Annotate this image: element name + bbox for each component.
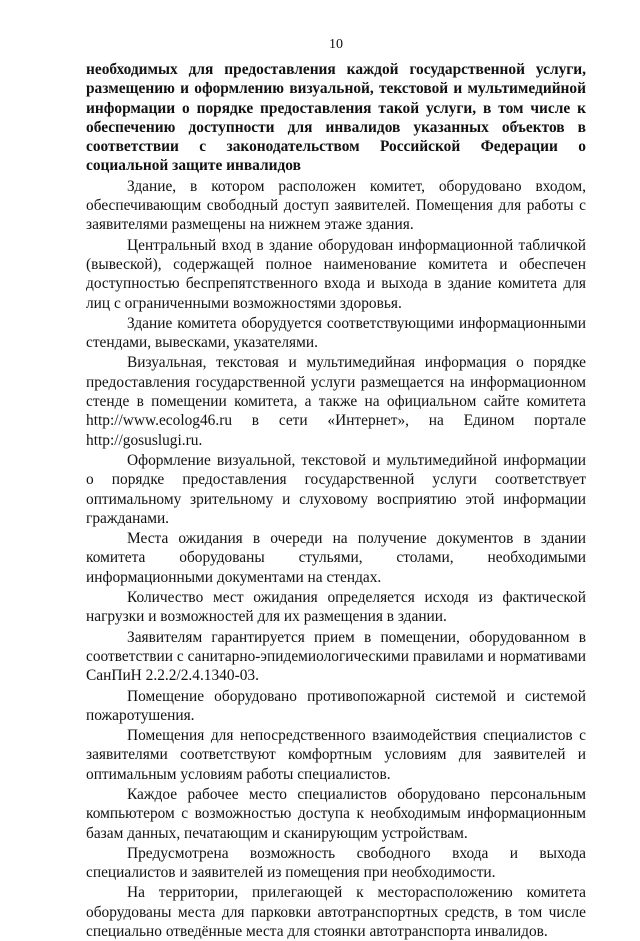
- paragraph-information-design: Оформление визуальной, текстовой и мультимедийной информации о порядке предоставления государственной услуги соответствует оптимальному зрительному и слуховому восприятию этой информации гражданами.: [86, 451, 586, 527]
- paragraph-parking: На территории, прилегающей к месторасположению комитета оборудованы места для парковки автотранспортных средств, в том числе специально отведённые места для стоянки автотранспорта инвалидов.: [86, 884, 586, 941]
- paragraph-workplaces: Каждое рабочее место специалистов оборудовано персональным компьютером с возможностью доступа к необходимым информационным базам данных, печатающим и сканирующим устройствам.: [86, 785, 586, 842]
- paragraph-exit-access: Предусмотрена возможность свободного входа и выхода специалистов и заявителей из помещения при необходимости.: [86, 844, 586, 882]
- paragraph-waiting-area: Места ожидания в очереди на получение документов в здании комитета оборудованы стульями, столами, необходимыми информационными документами на стендах.: [86, 530, 586, 586]
- paragraph-building-entrance: Здание, в котором расположен комитет, оборудовано входом, обеспечивающим свободный доступ заявителей. Помещения для работы с заявителями размещены на нижнем этаже здания.: [86, 177, 586, 234]
- section-heading: необходимых для предоставления каждой государственной услуги, размещению и оформлению визуальной, текстовой и мультимедийной информации о порядке предоставления такой услуги, в том числе к обеспечению доступности для инвалидов указанных объектов в соответствии с законодательством Российской Федерации о социальной защите инвалидов: [86, 61, 586, 175]
- paragraph-interaction-rooms: Помещения для непосредственного взаимодействия специалистов с заявителями соответствуют комфортным условиям для заявителей и оптимальным условиям работы специалистов.: [86, 727, 586, 783]
- paragraph-fire-safety: Помещение оборудовано противопожарной системой и системой пожаротушения.: [86, 687, 586, 724]
- paragraph-central-entrance: Центральный вход в здание оборудован информационной табличкой (вывеской), содержащей полное наименование комитета и обеспечен доступностью беспрепятственного входа и выхода в здание комитета для лиц с ограниченными возможностями здоровья.: [86, 236, 586, 312]
- paragraph-seat-count: Количество мест ожидания определяется исходя из фактической нагрузки и возможностей для их размещения в здании.: [86, 589, 586, 626]
- paragraph-stands-signs: Здание комитета оборудуется соответствующими информационными стендами, вывесками, указателями.: [86, 314, 586, 352]
- page-number: 10: [329, 37, 343, 52]
- paragraph-information-placement: Визуальная, текстовая и мультимедийная информация о порядке предоставления государственной услуги размещается на информационном стенде в помещении комитета, а также на официальном сайте комитета http://www.ecolog46.ru в сети «Интернет», на Едином портале http://gosuslugi.ru.: [86, 354, 586, 449]
- paragraph-sanitary-norms: Заявителям гарантируется прием в помещении, оборудованном в соответствии с санитарно-эпидемиологическими правилами и нормативами СанПиН 2.2.2/2.4.1340-03.: [86, 628, 586, 685]
